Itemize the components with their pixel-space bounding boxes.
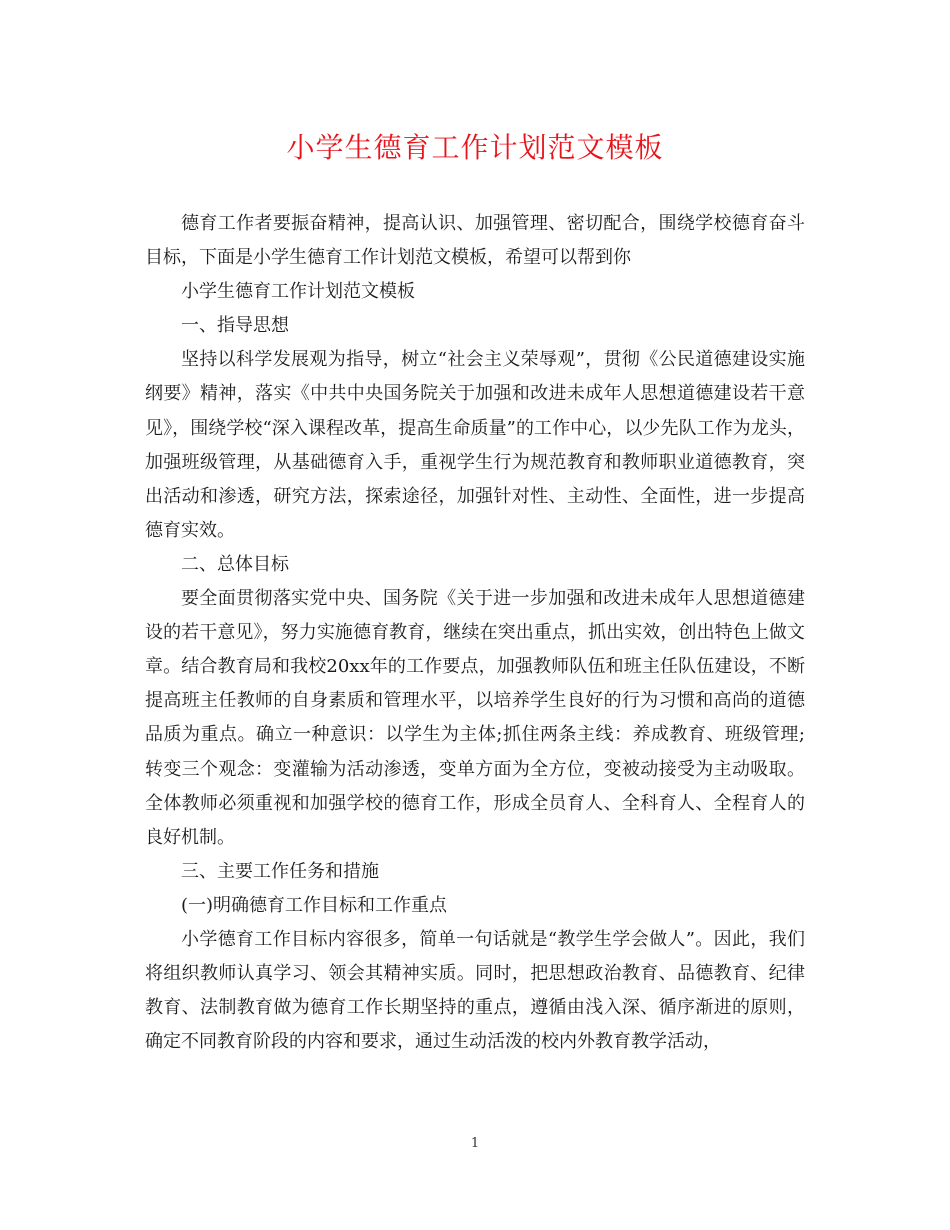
document-body (145, 207, 805, 1059)
section-heading-2: 二、总体目标 (181, 553, 289, 575)
document-title: 小学生德育工作计划范文模板 (286, 131, 664, 164)
subsection-heading-1: (一)明确德育工作目标和工作重点 (181, 894, 448, 916)
section-heading-3: 三、主要工作任务和措施 (181, 860, 379, 882)
goal-detail-paragraph: 小学德育工作目标内容很多，简单一句话就是“教学生学会做人”。因此，我们将组织教师认真学习、领会其精神实质。同时，把思想政治教育、品德教育、纪律教育、法制教育做为德育工作长期坚持的重点，遵循由浅入深、循序渐进的原则，确定不同教育阶段的内容和要求，通过生动活泼的校内外教育教学活动， (145, 928, 805, 1053)
guiding-thought-paragraph: 坚持以科学发展观为指导，树立“社会主义荣辱观”，贯彻《公民道德建设实施纲要》精神，落实《中共中央国务院关于加强和改进未成年人思想道德建设若干意见》，围绕学校“深入课程改革，提高生命质量”的工作中心，以少先队工作为龙头，加强班级管理，从基础德育入手，重视学生行为规范教育和教师职业道德教育，突出活动和渗透，研究方法，探索途径，加强针对性、主动性、全面性，进一步提高德育实效。 (145, 349, 805, 541)
page-number: 1 (470, 1136, 480, 1151)
section-heading-1: 一、指导思想 (181, 315, 289, 337)
intro-paragraph: 德育工作者要振奋精神，提高认识、加强管理、密切配合，围绕学校德育奋斗目标，下面是小学生德育工作计划范文模板，希望可以帮到你 (145, 213, 805, 269)
overall-goal-paragraph: 要全面贯彻落实党中央、国务院《关于进一步加强和改进未成年人思想道德建设的若干意见》，努力实施德育教育，继续在突出重点，抓出实效，创出特色上做文章。结合教育局和我校20xx年的工作要点，加强教师队伍和班主任队伍建设，不断提高班主任教师的自身素质和管理水平，以培养学生良好的行为习惯和高尚的道德品质为重点。确立一种意识：以学生为主体;抓住两条主线：养成教育、班级管理;转变三个观念：变灌输为活动渗透，变单方面为全方位，变被动接受为主动吸取。全体教师必须重视和加强学校的德育工作，形成全员育人、全科育人、全程育人的良好机制。 (145, 588, 805, 848)
subtitle-paragraph: 小学生德育工作计划范文模板 (181, 281, 415, 303)
